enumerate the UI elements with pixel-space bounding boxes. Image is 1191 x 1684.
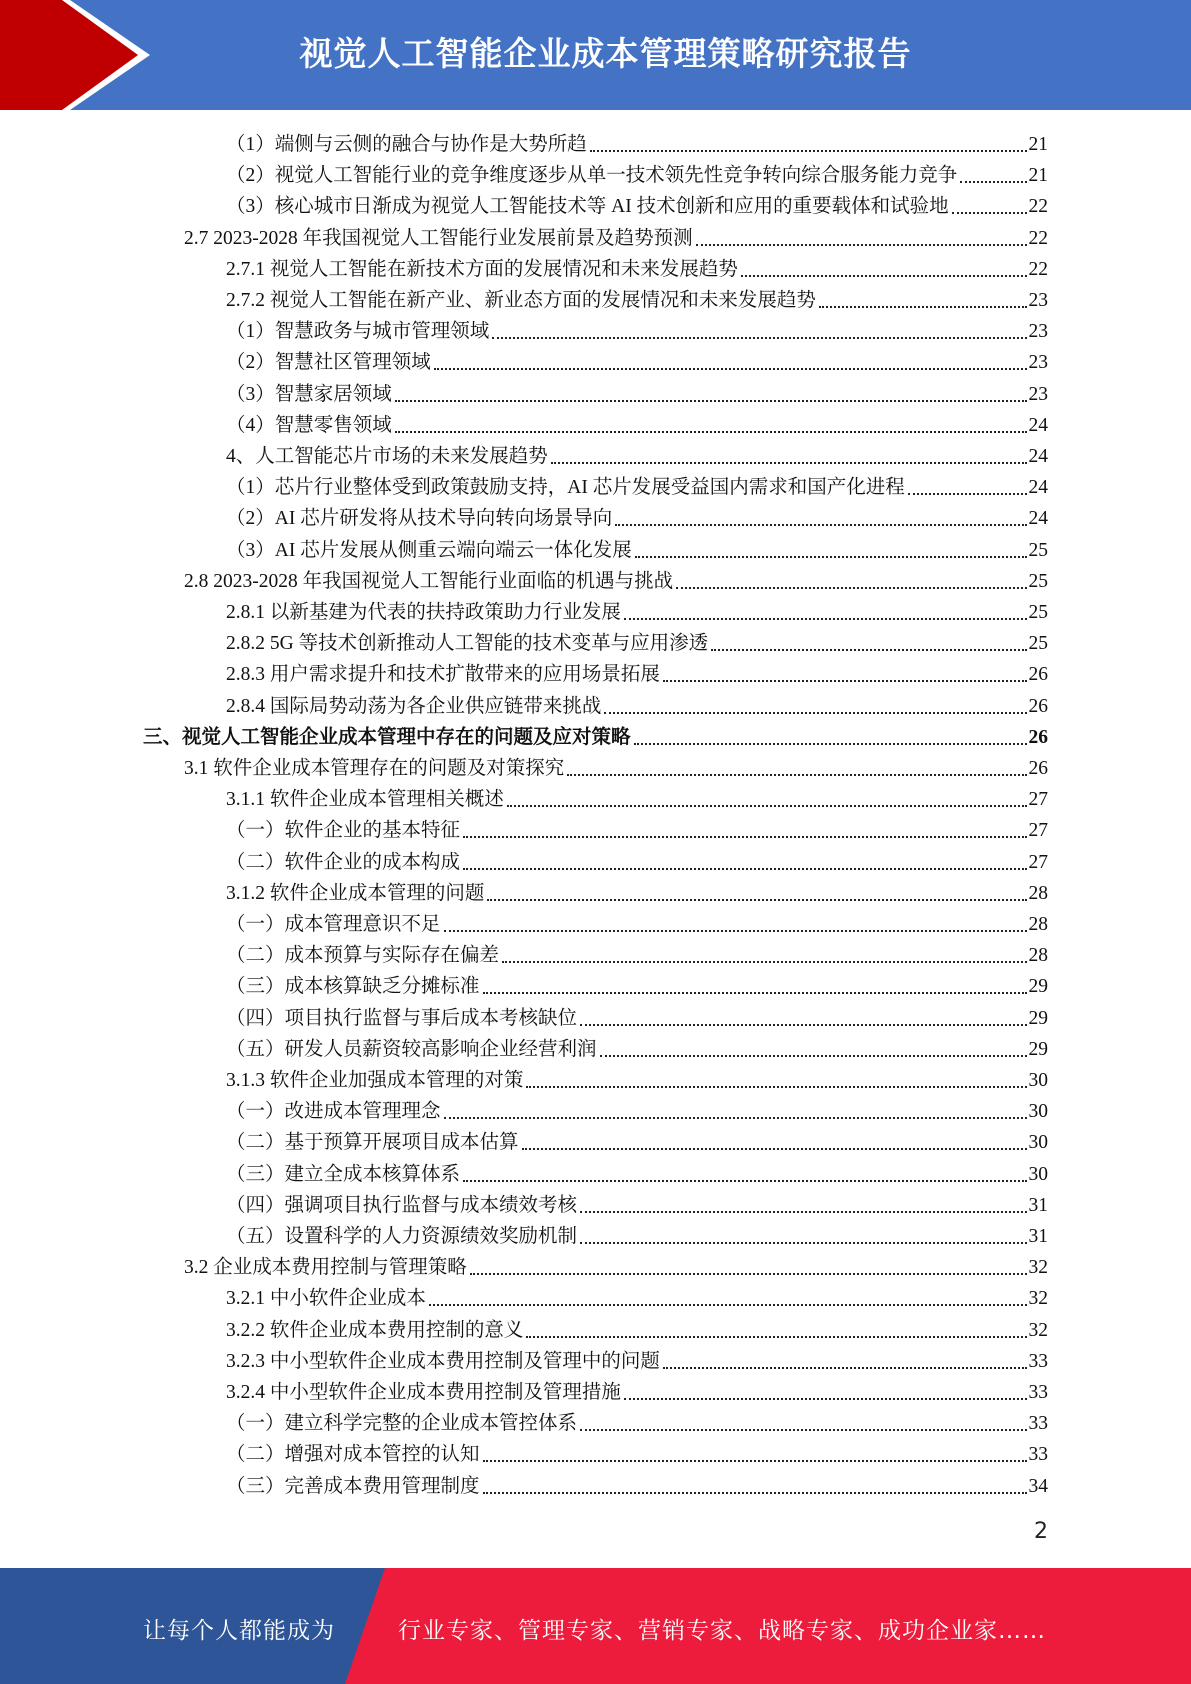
toc-entry-page: 31 [1028,1226,1048,1247]
footer-slogan-left: 让每个人都能成为 [143,1618,335,1644]
toc-entry[interactable] [226,625,1048,656]
toc-entry-title: 3.1.2 软件企业成本管理的问题 [226,882,485,904]
toc-dot-leader [952,212,1027,214]
toc-dot-leader [483,1460,1027,1462]
toc-entry-page: 28 [1028,945,1048,967]
toc-entry[interactable] [226,251,1048,282]
toc-dot-leader [463,868,1026,870]
toc-entry[interactable] [226,1468,1048,1499]
toc-entry-title: （1）端侧与云侧的融合与协作是大势所趋 [226,134,587,155]
toc-entry[interactable] [226,1031,1048,1062]
toc-entry-page: 22 [1028,258,1048,280]
toc-entry-title: 3.1.3 软件企业加强成本管理的对策 [226,1070,524,1091]
toc-entry[interactable] [226,1062,1048,1093]
toc-entry[interactable] [226,875,1048,906]
toc-dot-leader [635,556,1027,558]
toc-entry-page: 23 [1028,352,1048,374]
toc-entry[interactable] [226,594,1048,625]
toc-entry-page: 26 [1028,726,1048,748]
toc-entry-page: 24 [1028,477,1048,499]
toc-dot-leader [634,743,1027,745]
toc-entry-title: 3.2.3 中小型软件企业成本费用控制及管理中的问题 [226,1350,660,1372]
toc-entry-title: 3.2.2 软件企业成本费用控制的意义 [226,1319,524,1341]
toc-entry[interactable] [226,1405,1048,1436]
toc-dot-leader [663,1367,1027,1369]
toc-entry-title: 3.2 企业成本费用控制与管理策略 [184,1257,467,1279]
toc-entry-page: 29 [1028,976,1048,998]
toc-dot-leader [470,1273,1027,1275]
toc-entry-page: 25 [1028,570,1048,592]
toc-entry[interactable] [226,407,1048,438]
toc-entry-title: （四）项目执行监督与事后成本考核缺位 [226,1007,578,1029]
toc-dot-leader [551,462,1027,464]
toc-entry[interactable] [226,1374,1048,1405]
toc-dot-leader [663,680,1027,682]
toc-entry-page: 29 [1028,1007,1048,1029]
toc-entry-title: （二）成本预算与实际存在偏差 [226,945,500,967]
toc-dot-leader [960,181,1026,183]
toc-dot-leader [463,1180,1026,1182]
toc-entry-title: 2.8.3 用户需求提升和技术扩散带来的应用场景拓展 [226,664,660,686]
toc-entry[interactable] [226,1124,1048,1155]
toc-entry-page: 25 [1028,602,1048,623]
toc-entry-page: 28 [1028,882,1048,904]
toc-entry[interactable] [184,220,1048,251]
toc-dot-leader [526,1336,1026,1338]
toc-entry-page: 25 [1028,539,1048,561]
toc-entry-page: 24 [1028,414,1048,436]
toc-dot-leader [696,244,1027,246]
toc-entry[interactable] [226,469,1048,500]
toc-dot-leader [580,1242,1026,1244]
toc-dot-leader [908,493,1027,495]
page-header [0,0,1191,110]
toc-dot-leader [604,712,1026,714]
toc-dot-leader [507,805,1027,807]
toc-entry[interactable] [226,282,1048,313]
toc-entry[interactable] [226,937,1048,968]
toc-dot-leader [741,275,1027,277]
toc-entry-page: 21 [1028,165,1048,187]
toc-entry[interactable] [143,719,1048,750]
toc-dot-leader [434,368,1027,370]
toc-entry[interactable] [226,1187,1048,1218]
toc-entry-page: 34 [1028,1475,1048,1497]
toc-entry[interactable] [184,1249,1048,1280]
toc-entry[interactable] [226,656,1048,687]
toc-entry-title: 三、视觉人工智能企业成本管理中存在的问题及应对策略 [143,726,631,748]
toc-entry-page: 22 [1028,196,1048,218]
toc-entry-page: 25 [1028,633,1048,655]
toc-dot-leader [624,1398,1027,1400]
toc-entry-title: 2.8.2 5G 等技术创新推动人工智能的技术变革与应用渗透 [226,633,709,655]
toc-entry-title: 3.1 软件企业成本管理存在的问题及对策探究 [184,758,565,779]
toc-dot-leader [444,930,1027,932]
toc-entry-title: （三）完善成本费用管理制度 [226,1475,480,1497]
toc-entry-page: 23 [1028,290,1048,311]
toc-entry-title: （2）视觉人工智能行业的竞争维度逐步从单一技术领先性竞争转向综合服务能力竞争 [226,165,958,187]
toc-entry-title: （2）AI 芯片研发将从技术导向转向场景导向 [226,508,613,530]
toc-entry-page: 30 [1028,1132,1048,1154]
toc-dot-leader [624,618,1027,620]
toc-dot-leader [590,150,1027,152]
toc-dot-leader [580,1211,1026,1213]
toc-entry[interactable] [226,376,1048,407]
toc-dot-leader [502,961,1026,963]
toc-entry-page: 30 [1028,1070,1048,1091]
toc-entry[interactable] [226,500,1048,531]
toc-dot-leader [600,1055,1027,1057]
page-footer [0,1568,1191,1684]
header-title: 视觉人工智能企业成本管理策略研究报告 [299,34,912,73]
toc-dot-leader [711,649,1026,651]
page-number: 2 [1034,1519,1048,1544]
toc-entry-title: （一）建立科学完整的企业成本管控体系 [226,1413,578,1435]
toc-entry-title: 2.8.4 国际局势动荡为各企业供应链带来挑战 [226,695,602,717]
toc-dot-leader [483,992,1027,994]
toc-entry[interactable] [226,1000,1048,1031]
toc-entry-title: 3.2.1 中小软件企业成本 [226,1288,426,1310]
toc-entry-page: 33 [1028,1350,1048,1372]
toc-entry-page: 32 [1028,1288,1048,1310]
toc-dot-leader [676,587,1026,589]
toc-entry-page: 27 [1028,820,1048,842]
toc-entry[interactable] [226,126,1048,157]
toc-entry-title: 2.8 2023-2028 年我国视觉人工智能行业面临的机遇与挑战 [184,570,674,592]
toc-entry-title: （五）研发人员薪资较高影响企业经营利润 [226,1038,597,1060]
toc-entry-page: 33 [1028,1444,1048,1466]
toc-entry-page: 30 [1028,1163,1048,1185]
footer-slogan-right: 行业专家、管理专家、营销专家、战略专家、成功企业家…… [398,1618,1046,1644]
toc-entry[interactable] [226,1280,1048,1311]
toc-entry[interactable] [226,1093,1048,1124]
toc-entry-title: （二）软件企业的成本构成 [226,851,461,873]
toc-entry-title: 2.8.1 以新基建为代表的扶持政策助力行业发展 [226,602,621,623]
toc-entry[interactable] [226,812,1048,843]
toc-entry[interactable] [184,750,1048,781]
toc-entry[interactable] [226,968,1048,999]
toc-entry-page: 24 [1028,446,1048,467]
toc-entry[interactable] [226,688,1048,719]
toc-entry[interactable] [226,844,1048,875]
toc-dot-leader [567,774,1026,776]
toc-dot-leader [429,1304,1027,1306]
toc-entry[interactable] [226,438,1048,469]
toc-entry-page: 33 [1028,1382,1048,1403]
toc-entry-title: （1）芯片行业整体受到政策鼓励支持，AI 芯片发展受益国内需求和国产化进程 [226,477,905,499]
toc-entry[interactable] [226,313,1048,344]
toc-entry-title: （二）增强对成本管控的认知 [226,1444,480,1466]
toc-entry-page: 30 [1028,1101,1048,1123]
toc-entry-page: 23 [1028,321,1048,343]
toc-dot-leader [444,1117,1027,1119]
toc-dot-leader [615,524,1026,526]
toc-dot-leader [526,1086,1026,1088]
toc-dot-leader [580,1429,1026,1431]
toc-entry-page: 28 [1028,914,1048,935]
toc-entry[interactable] [226,1218,1048,1249]
toc-dot-leader [483,1492,1027,1494]
toc-dot-leader [580,1024,1026,1026]
toc-entry-title: （四）强调项目执行监督与成本绩效考核 [226,1194,578,1216]
toc-entry-page: 29 [1028,1038,1048,1060]
toc-entry-title: 3.1.1 软件企业成本管理相关概述 [226,789,504,811]
toc-entry-page: 26 [1028,695,1048,717]
toc-entry-title: （一）改进成本管理理念 [226,1101,441,1123]
toc-entry[interactable] [184,563,1048,594]
toc-entry-title: （3）核心城市日渐成为视觉人工智能技术等 AI 技术创新和应用的重要载体和试验地 [226,196,949,218]
toc-entry-title: （二）基于预算开展项目成本估算 [226,1132,519,1154]
toc-entry[interactable] [226,1156,1048,1187]
toc-dot-leader [487,899,1026,901]
toc-dot-leader [522,1148,1027,1150]
toc-entry-page: 27 [1028,851,1048,873]
toc-entry[interactable] [226,1343,1048,1374]
toc-entry-title: （2）智慧社区管理领域 [226,352,431,374]
toc-entry-title: （一）软件企业的基本特征 [226,820,461,842]
toc-entry-page: 24 [1028,508,1048,530]
toc-entry[interactable] [226,188,1048,219]
toc-entry-title: （三）建立全成本核算体系 [226,1163,461,1185]
toc-entry-title: （3）智慧家居领域 [226,383,392,405]
toc-entry[interactable] [226,532,1048,563]
toc-entry-page: 21 [1028,134,1048,155]
toc-entry-title: （3）AI 芯片发展从侧重云端向端云一体化发展 [226,539,632,561]
toc-dot-leader [395,400,1027,402]
toc-entry-title: 2.7.1 视觉人工智能在新技术方面的发展情况和未来发展趋势 [226,258,738,280]
toc-entry-title: 3.2.4 中小型软件企业成本费用控制及管理措施 [226,1382,621,1403]
toc-entry-title: （4）智慧零售领域 [226,414,392,436]
toc-entry-page: 26 [1028,664,1048,686]
toc-entry-title: （一）成本管理意识不足 [226,914,441,935]
toc-dot-leader [395,431,1027,433]
toc-entry-page: 33 [1028,1413,1048,1435]
toc-entry-page: 31 [1028,1194,1048,1216]
toc-dot-leader [492,337,1026,339]
toc-entry-page: 32 [1028,1319,1048,1341]
toc-entry[interactable] [226,1436,1048,1467]
toc-entry-page: 26 [1028,758,1048,779]
toc-entry-title: 2.7.2 视觉人工智能在新产业、新业态方面的发展情况和未来发展趋势 [226,290,816,311]
toc-dot-leader [819,306,1027,308]
toc-entry-title: （1）智慧政务与城市管理领域 [226,321,490,343]
toc-entry[interactable] [226,906,1048,937]
toc-entry[interactable] [226,157,1048,188]
toc-entry-page: 27 [1028,789,1048,811]
toc-entry[interactable] [226,1312,1048,1343]
toc-entry-page: 23 [1028,383,1048,405]
toc-entry-page: 32 [1028,1257,1048,1279]
toc-entry-title: 4、人工智能芯片市场的未来发展趋势 [226,446,548,467]
toc-entry-page: 22 [1028,227,1048,249]
toc-entry-title: （五）设置科学的人力资源绩效奖励机制 [226,1226,578,1247]
toc-entry-title: 2.7 2023-2028 年我国视觉人工智能行业发展前景及趋势预测 [184,227,693,249]
toc-entry-title: （三）成本核算缺乏分摊标准 [226,976,480,998]
toc-entry[interactable] [226,344,1048,375]
toc-entry[interactable] [226,781,1048,812]
toc-dot-leader [463,836,1026,838]
